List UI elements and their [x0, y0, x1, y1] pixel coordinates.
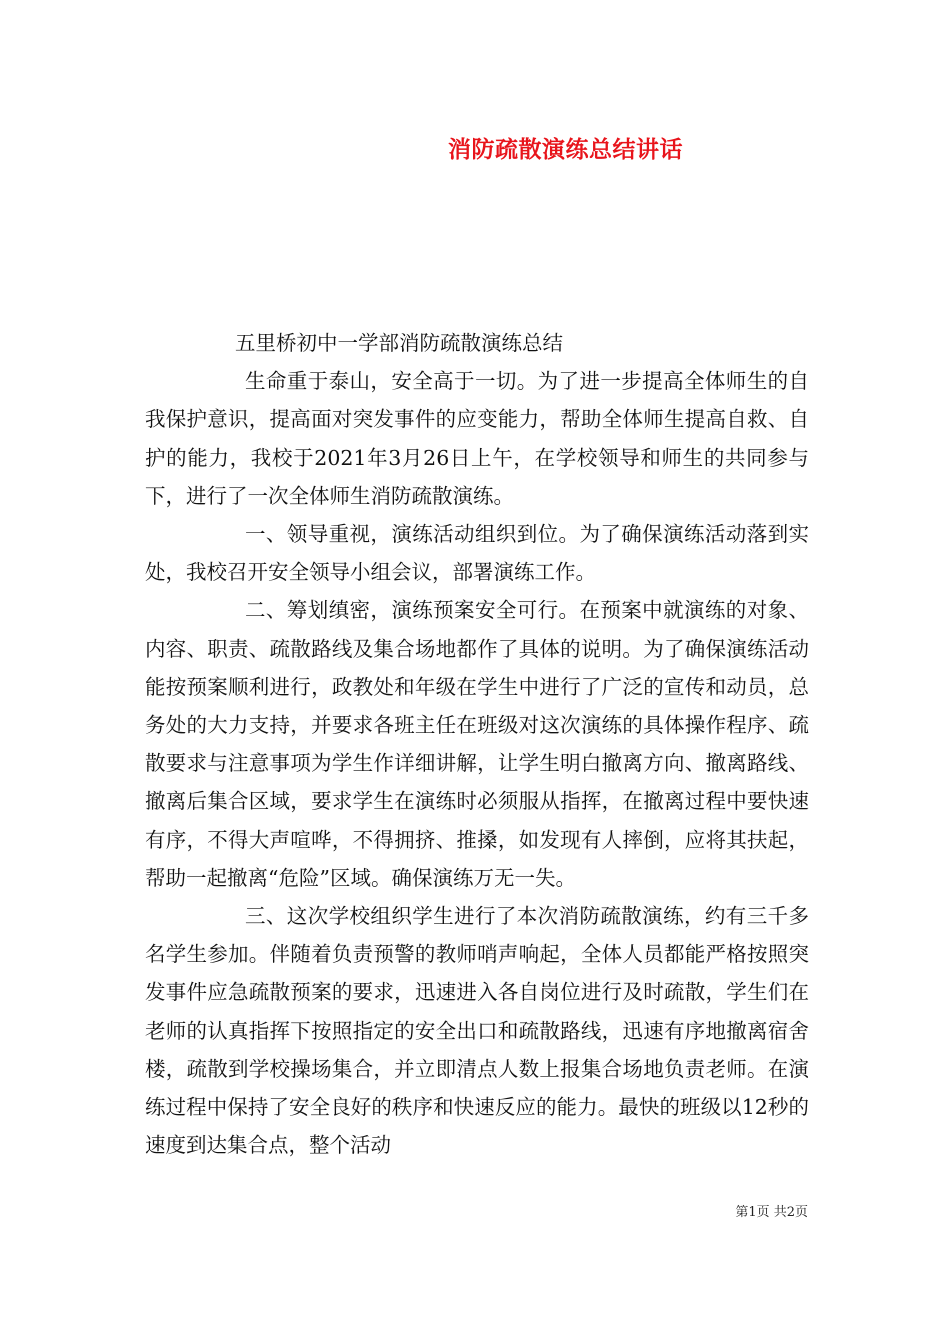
page-number-footer: 第1页 共2页	[735, 1205, 808, 1220]
paragraph-section-3: 三、这次学校组织学生进行了本次消防疏散演练，约有三千多名学生参加。伴随着负责预警的教师哨声响起，全体人员都能严格按照突发事件应急疏散预案的要求，迅速进入各自岗位进行及时疏散，学生们在老师的认真指挥下按照指定的安全出口和疏散路线，迅速有序地撤离宿舍楼，疏散到学校操场集合，并立即清点人数上报集合场地负责老师。在演练过程中保持了安全良好的秩序和快速反应的能力。最快的班级以12秒的速度到达集合点，整个活动	[145, 904, 809, 1158]
paragraph-intro: 生命重于泰山，安全高于一切。为了进一步提高全体师生的自我保护意识，提高面对突发事件的应变能力，帮助全体师生提高自救、自护的能力，我校于2021年3月26日上午，在学校领导和师生的共同参与下，进行了一次全体师生消防疏散演练。	[145, 369, 809, 508]
paragraph-section-2: 二、筹划缜密，演练预案安全可行。在预案中就演练的对象、内容、职责、疏散路线及集合场地都作了具体的说明。为了确保演练活动能按预案顺利进行，政教处和年级在学生中进行了广泛的宣传和动员，总务处的大力支持，并要求各班主任在班级对这次演练的具体操作程序、疏散要求与注意事项为学生作详细讲解，让学生明白撤离方向、撤离路线、撤离后集合区域，要求学生在演练时必须服从指挥，在撤离过程中要快速有序，不得大声喧哗，不得拥挤、推搡，如发现有人摔倒，应将其扶起，帮助一起撤离“危险”区域。确保演练万无一失。	[145, 598, 809, 890]
document-subtitle: 五里桥初中一学部消防疏散演练总结	[235, 331, 563, 355]
paragraph-section-1: 一、领导重视，演练活动组织到位。为了确保演练活动落到实处，我校召开安全领导小组会议，部署演练工作。	[145, 522, 809, 585]
document-body	[145, 324, 809, 1164]
document-title: 消防疏散演练总结讲话	[448, 136, 683, 163]
